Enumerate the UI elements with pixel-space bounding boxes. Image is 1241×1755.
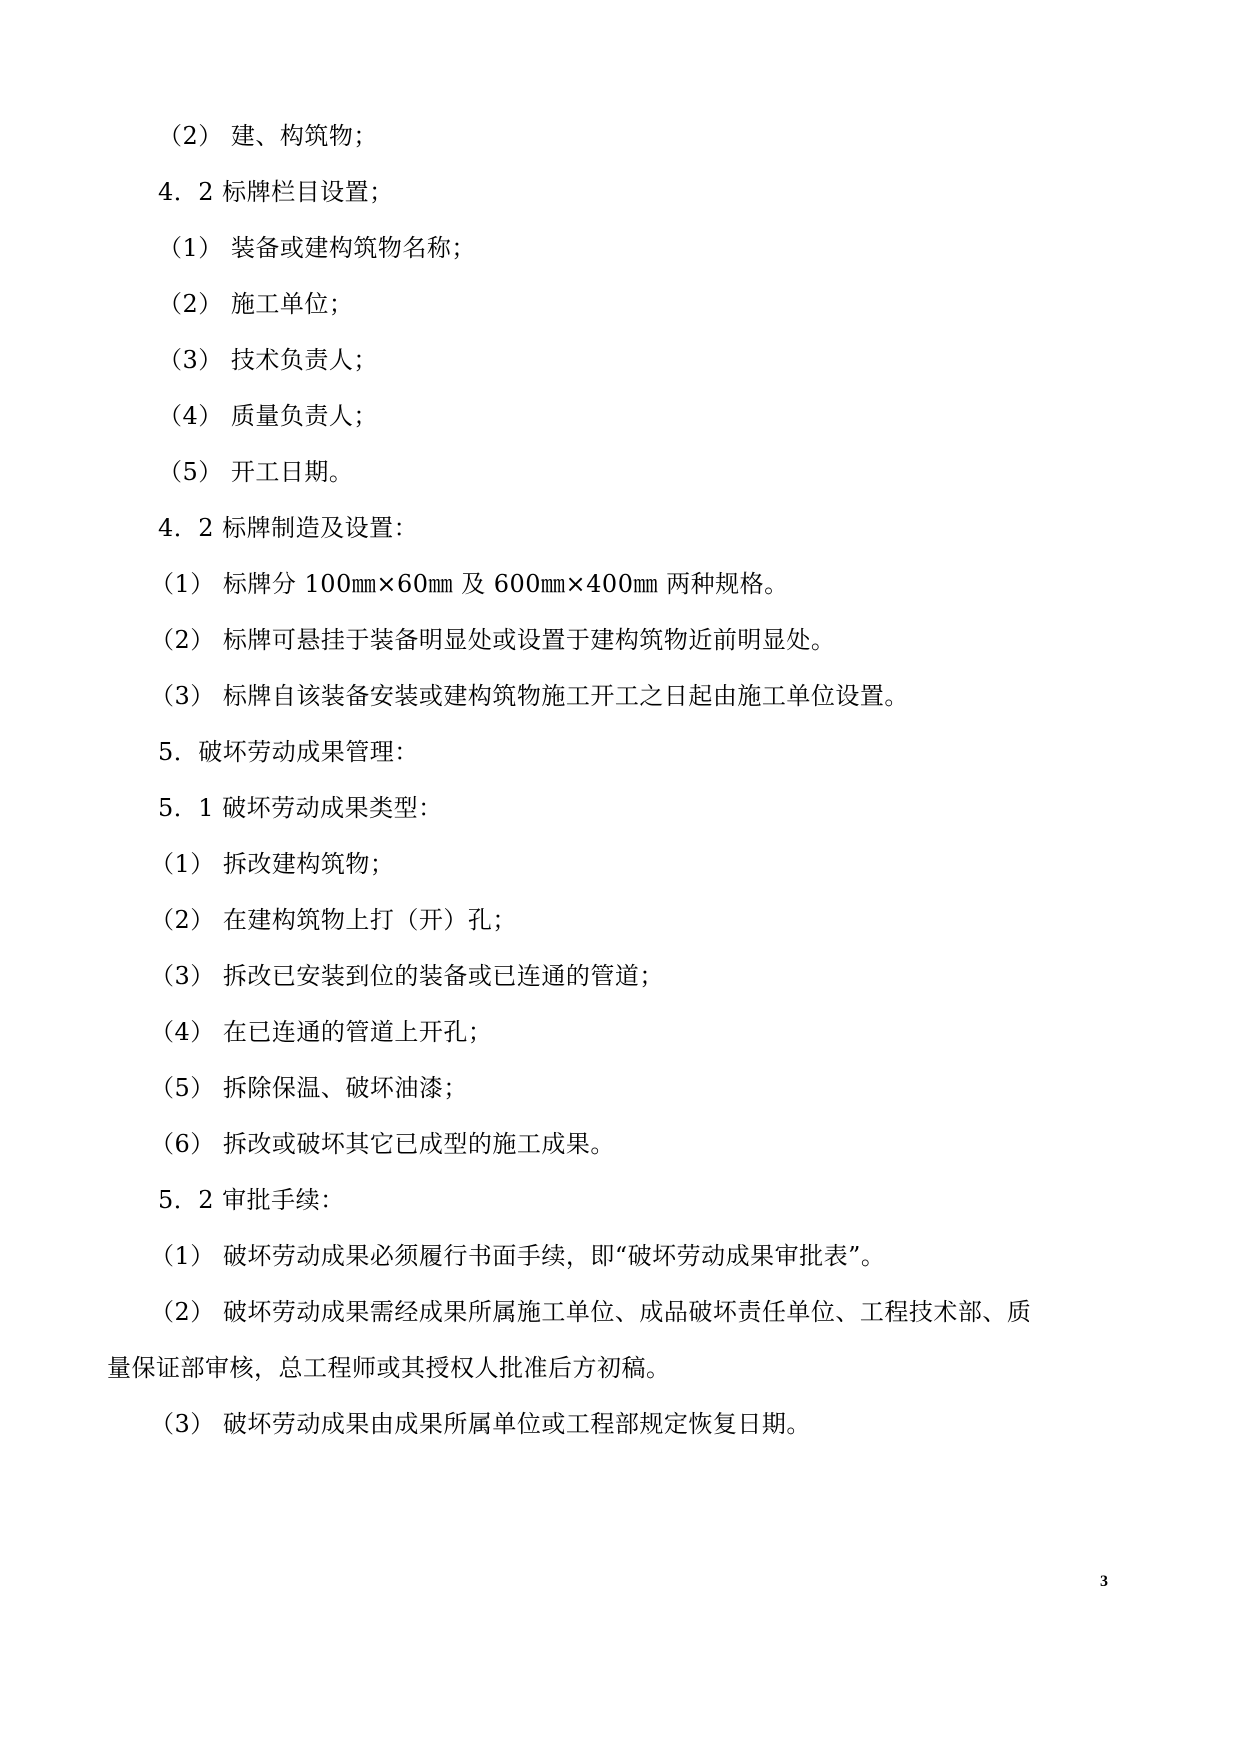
text-line: （1） 拆改建构筑物； — [150, 850, 395, 878]
text-line: （6） 拆改或破坏其它已成型的施工成果。 — [150, 1130, 615, 1158]
text-line: （5） 开工日期。 — [158, 458, 354, 486]
text-line: （2） 破坏劳动成果需经成果所属施工单位、成品破坏责任单位、工程技术部、质 — [150, 1298, 1032, 1326]
text-line: （3） 标牌自该装备安装或建构筑物施工开工之日起由施工单位设置。 — [150, 682, 909, 710]
text-line: （3） 技术负责人； — [158, 346, 378, 374]
text-line: （4） 质量负责人； — [158, 402, 378, 430]
text-line: 量保证部审核，总工程师或其授权人批准后方初稿。 — [107, 1354, 671, 1382]
text-line: （2） 施工单位； — [158, 290, 354, 318]
section-heading: 5．1 破坏劳动成果类型： — [158, 794, 443, 822]
text-line: （2） 建、构筑物； — [158, 122, 378, 150]
text-line: （2） 在建构筑物上打（开）孔； — [150, 906, 517, 934]
text-line: （3） 破坏劳动成果由成果所属单位或工程部规定恢复日期。 — [150, 1410, 811, 1438]
text-line: （1） 破坏劳动成果必须履行书面手续，即“破坏劳动成果审批表”。 — [150, 1242, 886, 1270]
text-line: （5） 拆除保温、破坏油漆； — [150, 1074, 468, 1102]
section-heading: 5．破坏劳动成果管理： — [158, 738, 419, 766]
text-line: （2） 标牌可悬挂于装备明显处或设置于建构筑物近前明显处。 — [150, 626, 836, 654]
text-line: （1） 装备或建构筑物名称； — [158, 234, 476, 262]
section-heading: 4．2 标牌栏目设置； — [158, 178, 394, 206]
page-number: 3 — [1100, 1573, 1108, 1590]
section-heading: 4．2 标牌制造及设置： — [158, 514, 419, 542]
text-line: （3） 拆改已安装到位的装备或已连通的管道； — [150, 962, 664, 990]
section-heading: 5．2 审批手续： — [158, 1186, 345, 1214]
text-line: （1） 标牌分 100㎜×60㎜ 及 600㎜×400㎜ 两种规格。 — [150, 570, 789, 598]
text-line: （4） 在已连通的管道上开孔； — [150, 1018, 493, 1046]
